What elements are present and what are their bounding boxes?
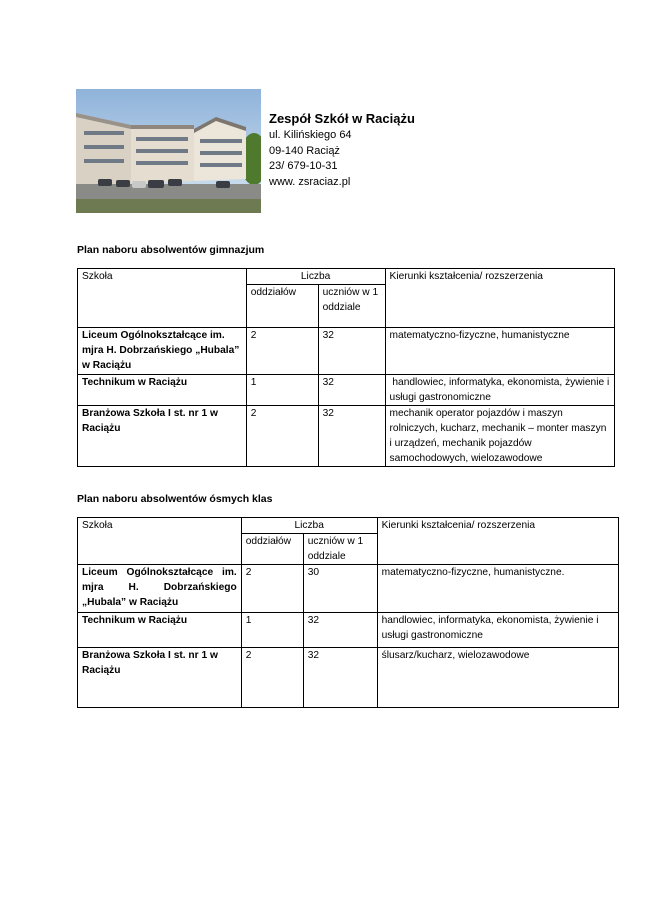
address-city: 09-140 Raciąż bbox=[269, 144, 340, 157]
directions-cell: mechanik operator pojazdów i maszyn rolniczych, kucharz, mechanik – monter maszyn i urządzeń, mechanik pojazdów samochodowych, wielozawodowe bbox=[385, 406, 614, 467]
header-count: Liczba bbox=[246, 269, 385, 285]
school-cell: Liceum Ogólnokształcące im. mjra H. Dobrzańskiego „Hubala” w Raciążu bbox=[78, 328, 247, 375]
table-row bbox=[78, 565, 619, 613]
school-cell: Liceum Ogólnokształcące im. mjra H. Dobrzańskiego „Hubala” w Raciążu bbox=[78, 565, 242, 613]
directions-cell: handlowiec, informatyka, ekonomista, żywienie i usługi gastronomiczne bbox=[377, 613, 618, 648]
website: www. zsraciaz.pl bbox=[269, 175, 351, 188]
table-row bbox=[78, 648, 619, 708]
header-school: Szkoła bbox=[78, 269, 247, 328]
classes-cell: 1 bbox=[246, 375, 318, 406]
table-row bbox=[78, 406, 615, 467]
header-classes: oddziałów bbox=[241, 534, 303, 565]
classes-cell: 2 bbox=[246, 406, 318, 467]
students-cell: 32 bbox=[318, 375, 385, 406]
school-building-photo bbox=[76, 89, 261, 213]
school-name: Zespół Szkół w Raciążu bbox=[269, 111, 415, 126]
students-cell: 32 bbox=[318, 328, 385, 375]
students-cell: 32 bbox=[318, 406, 385, 467]
table-row bbox=[78, 375, 615, 406]
school-cell: Branżowa Szkoła I st. nr 1 w Raciążu bbox=[78, 406, 247, 467]
header-directions: Kierunki kształcenia/ rozszerzenia bbox=[385, 269, 614, 328]
phone-number: 23/ 679-10-31 bbox=[269, 160, 338, 172]
students-cell: 32 bbox=[303, 613, 377, 648]
students-cell: 30 bbox=[303, 565, 377, 613]
address-street: ul. Kilińskiego 64 bbox=[269, 129, 352, 141]
section2-title: Plan naboru absolwentów ósmych klas bbox=[77, 493, 273, 505]
directions-cell: matematyczno-fizyczne, humanistyczne bbox=[385, 328, 614, 375]
table-row bbox=[78, 613, 619, 648]
header-classes: oddziałów bbox=[246, 285, 318, 328]
school-cell: Technikum w Raciążu bbox=[78, 375, 247, 406]
school-cell: Branżowa Szkoła I st. nr 1 w Raciążu bbox=[78, 648, 242, 708]
header-count: Liczba bbox=[241, 518, 377, 534]
header-school: Szkoła bbox=[78, 518, 242, 565]
header-students: uczniów w 1 oddziale bbox=[303, 534, 377, 565]
directions-cell: matematyczno-fizyczne, humanistyczne. bbox=[377, 565, 618, 613]
directions-cell: ślusarz/kucharz, wielozawodowe bbox=[377, 648, 618, 708]
classes-cell: 2 bbox=[246, 328, 318, 375]
directions-cell: handlowiec, informatyka, ekonomista, żywienie i usługi gastronomiczne bbox=[385, 375, 614, 406]
table-row bbox=[78, 328, 615, 375]
students-cell: 32 bbox=[303, 648, 377, 708]
header-directions: Kierunki kształcenia/ rozszerzenia bbox=[377, 518, 618, 565]
section1-title: Plan naboru absolwentów gimnazjum bbox=[77, 244, 265, 256]
classes-cell: 2 bbox=[241, 565, 303, 613]
school-cell: Technikum w Raciążu bbox=[78, 613, 242, 648]
section1-table bbox=[77, 268, 615, 467]
school-header bbox=[269, 110, 415, 190]
header-students: uczniów w 1 oddziale bbox=[318, 285, 385, 328]
classes-cell: 1 bbox=[241, 613, 303, 648]
section2-table bbox=[77, 517, 619, 708]
classes-cell: 2 bbox=[241, 648, 303, 708]
